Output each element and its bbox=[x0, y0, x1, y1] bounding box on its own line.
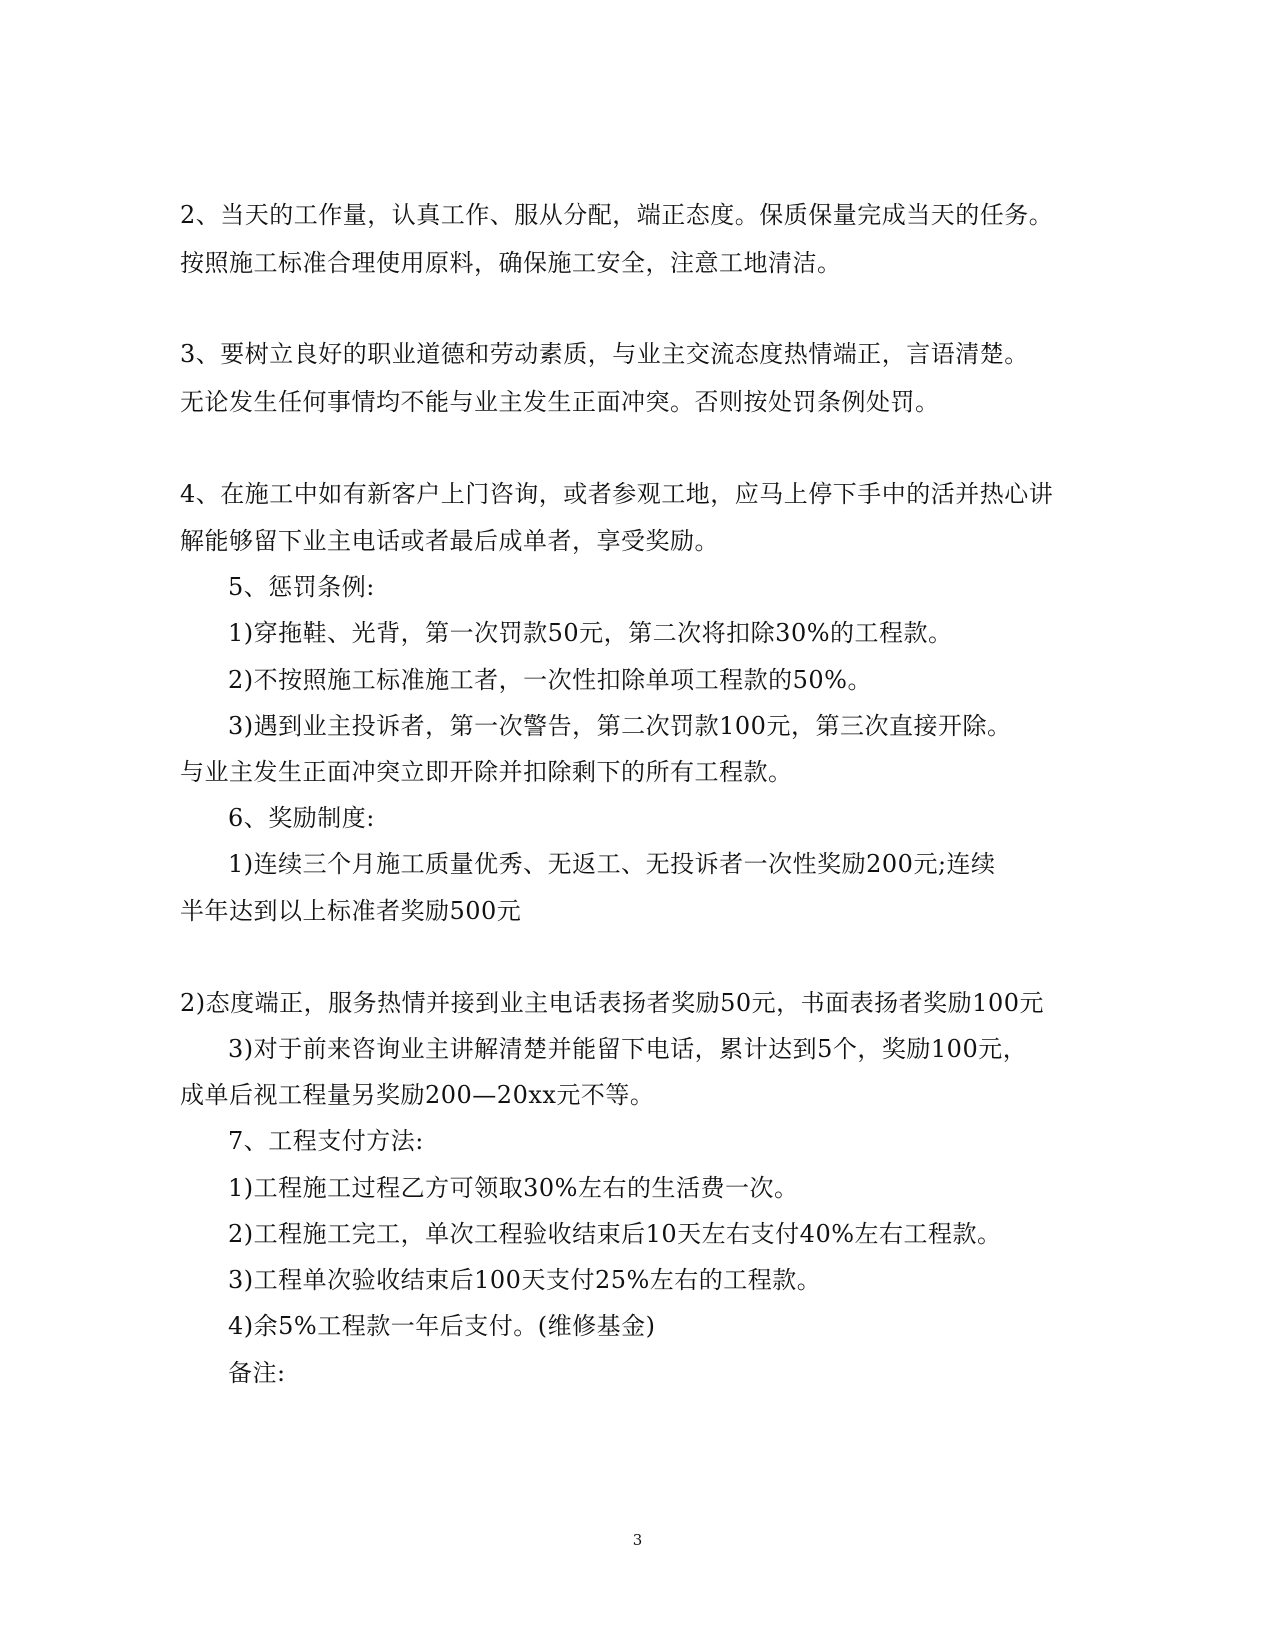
page-number: 3 bbox=[632, 1531, 643, 1549]
list-item: 3)对于前来咨询业主讲解清楚并能留下电话，累计达到5个，奖励100元， bbox=[228, 1035, 1028, 1063]
list-item: 1)穿拖鞋、光背，第一次罚款50元，第二次将扣除30%的工程款。 bbox=[228, 619, 953, 647]
paragraph-line: 4、在施工中如有新客户上门咨询，或者参观工地，应马上停下手中的活并热心讲 bbox=[180, 480, 1054, 508]
list-item: 2)工程施工完工，单次工程验收结束后10天左右支付40%左右工程款。 bbox=[228, 1220, 1002, 1248]
paragraph-line: 2、当天的工作量，认真工作、服从分配，端正态度。保质保量完成当天的任务。 bbox=[180, 201, 1054, 229]
list-item: 1)连续三个月施工质量优秀、无返工、无投诉者一次性奖励200元;连续 bbox=[228, 850, 996, 878]
section-heading: 7、工程支付方法: bbox=[228, 1127, 424, 1155]
paragraph-line: 按照施工标准合理使用原料，确保施工安全，注意工地清洁。 bbox=[180, 249, 842, 277]
list-item: 1)工程施工过程乙方可领取30%左右的生活费一次。 bbox=[228, 1174, 799, 1202]
list-item: 3)工程单次验收结束后100天支付25%左右的工程款。 bbox=[228, 1266, 822, 1294]
paragraph-line: 解能够留下业主电话或者最后成单者，享受奖励。 bbox=[180, 527, 719, 555]
paragraph-line: 无论发生任何事情均不能与业主发生正面冲突。否则按处罚条例处罚。 bbox=[180, 388, 940, 416]
list-item: 2)态度端正，服务热情并接到业主电话表扬者奖励50元，书面表扬者奖励100元 bbox=[180, 989, 1044, 1017]
paragraph-line: 与业主发生正面冲突立即开除并扣除剩下的所有工程款。 bbox=[180, 758, 793, 786]
section-heading: 5、惩罚条例: bbox=[228, 573, 375, 601]
list-item: 3)遇到业主投诉者，第一次警告，第二次罚款100元，第三次直接开除。 bbox=[228, 712, 1012, 740]
list-item: 2)不按照施工标准施工者，一次性扣除单项工程款的50%。 bbox=[228, 666, 872, 694]
section-heading: 6、奖励制度: bbox=[228, 804, 375, 832]
section-heading: 备注: bbox=[228, 1359, 286, 1387]
paragraph-line: 半年达到以上标准者奖励500元 bbox=[180, 897, 522, 925]
paragraph-line: 3、要树立良好的职业道德和劳动素质，与业主交流态度热情端正，言语清楚。 bbox=[180, 340, 1029, 368]
list-item: 4)余5%工程款一年后支付。(维修基金) bbox=[228, 1312, 656, 1340]
paragraph-line: 成单后视工程量另奖励200—20xx元不等。 bbox=[180, 1081, 655, 1109]
